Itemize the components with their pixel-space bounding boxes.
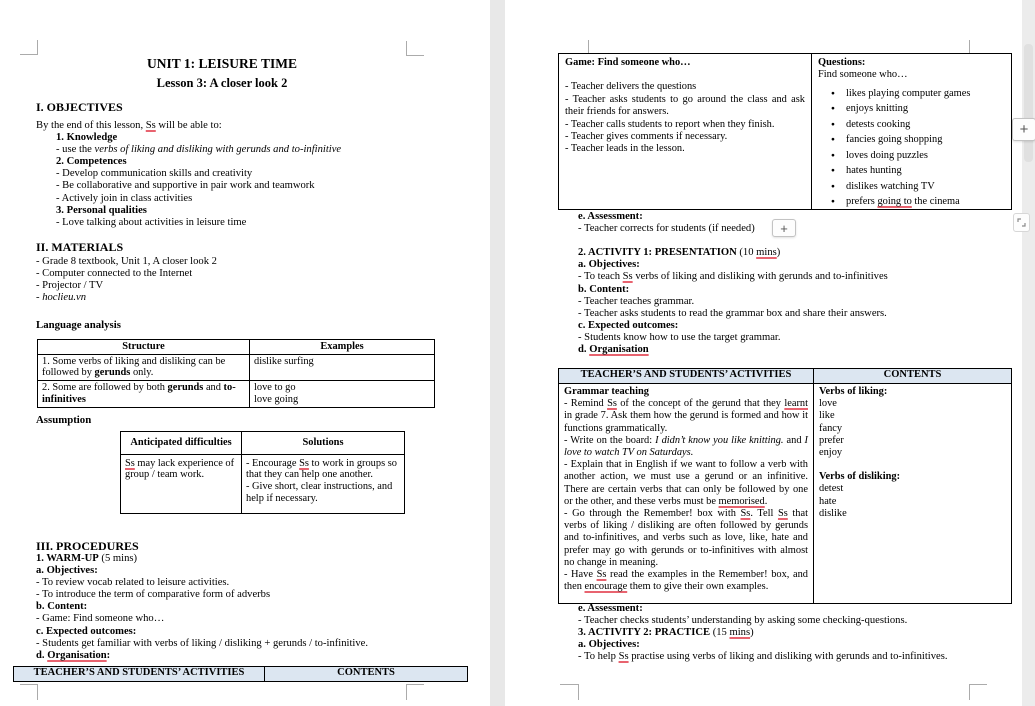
structure-header-cell: Structure — [122, 341, 165, 352]
solutions-header-cell: Solutions — [241, 432, 404, 454]
crop-mark — [20, 684, 38, 685]
crop-mark — [406, 41, 407, 56]
crop-mark — [37, 40, 38, 55]
activity-line: - Teacher leads in the lesson. — [565, 143, 685, 155]
materials-line: - hoclieu.vn — [36, 292, 87, 304]
text-line: - Students know how to use the target grammar. — [578, 331, 781, 343]
presentation-contents-cell — [813, 384, 1011, 603]
table-header-row — [559, 369, 1011, 383]
procedures-line: - Students get familiar with verbs of liking / disliking + gerunds / to-infinitive. — [36, 637, 368, 649]
procedures-line: 1. WARM-UP (5 mins) — [36, 553, 138, 564]
objectives-line: - Develop communication skills and creativity — [56, 168, 253, 180]
text-line: - Teacher asks students to read the grammar box and share their answers. — [578, 307, 887, 319]
warmup-contents-cell — [811, 54, 1011, 209]
difficulty-cell: Ss may lack experience of group / team work. — [125, 457, 235, 481]
difficulties-header-cell: Anticipated difficulties — [130, 437, 232, 448]
verb-item: like — [819, 410, 835, 422]
materials-list — [36, 256, 468, 304]
examples-cell — [249, 381, 434, 407]
questions-subheading: Find someone who… — [818, 69, 908, 81]
table-row — [38, 380, 434, 407]
crop-mark — [588, 40, 589, 53]
text-line: a. Objectives: — [578, 639, 640, 651]
verb-item: dislike — [819, 507, 847, 519]
objectives-intro: By the end of this lesson, Ss will be able to: — [36, 120, 222, 131]
crop-mark — [969, 684, 970, 700]
table-resize-handle-icon[interactable] — [1013, 213, 1030, 232]
question-bullet: ● fancies going shopping — [818, 132, 1005, 148]
text-line: 3. ACTIVITY 2: PRACTICE (15 mins) — [578, 627, 754, 639]
text-line: - To teach Ss verbs of liking and disliking with gerunds and to-infinitives — [578, 271, 888, 283]
crop-mark — [560, 684, 578, 685]
question-bullet: ● dislikes watching TV — [818, 179, 1005, 195]
grammar-paragraph: - Remind Ss of the concept of the gerund that they learnt in grade 7. Ask them how the gerund is formed and how it functions grammatically. — [564, 398, 808, 434]
objectives-line: - Actively join in class activities — [56, 192, 193, 204]
verbs-of-disliking-heading: Verbs of disliking: — [819, 471, 901, 483]
assessment-and-activity1-section — [578, 211, 1014, 356]
activities-header-cell: TEACHER’S AND STUDENTS’ ACTIVITIES — [559, 369, 813, 383]
procedures-line: - To review vocab related to leisure activities. — [36, 577, 230, 589]
table-row — [559, 383, 1011, 603]
blank-line — [565, 69, 805, 81]
crop-mark — [969, 40, 970, 53]
assumption-table — [120, 431, 405, 514]
verb-item: hate — [819, 495, 837, 507]
unit-title: UNIT 1: LEISURE TIME — [147, 56, 297, 71]
structure-cell: 2. Some are followed by both gerunds and to-infinitives — [42, 382, 236, 405]
text-line: - Teacher corrects for students (if needed) — [578, 223, 755, 235]
grammar-paragraph: - Have Ss read the examples in the Remember! box, and then encourage them to give their own examples. — [564, 569, 808, 593]
table-header-row — [121, 432, 404, 454]
text-line: e. Assessment: — [578, 603, 643, 614]
procedures-line: d. Organisation: — [36, 649, 111, 661]
warmup-activities-cell — [559, 54, 811, 209]
warmup-activity-lines — [565, 81, 805, 155]
activity2-lines — [578, 603, 1014, 651]
procedures-section — [36, 539, 476, 662]
structure-cell: 1. Some verbs of liking and disliking can be followed by gerunds only. — [42, 355, 226, 379]
solution-line: - Give short, clear instructions, and help if necessary. — [246, 481, 393, 504]
crop-mark — [578, 684, 579, 700]
procedures-line: - To introduce the term of comparative form of adverbs — [36, 589, 271, 601]
activity2-objective-paragraph: - To help Ss practise using verbs of liking and disliking with gerunds and to-infinitives. — [578, 651, 948, 663]
example-line: love to go — [254, 382, 296, 394]
warmup-organisation-table-body — [558, 53, 1012, 210]
activity-line: - Teacher asks students to go around the class and ask their friends for answers. — [565, 93, 805, 118]
objectives-line: 3. Personal qualities — [56, 204, 147, 216]
solution-line: - Encourage Ss to work in groups so that they can help one another. — [246, 457, 397, 481]
solutions-cell — [241, 455, 404, 513]
contents-header-cell: CONTENTS — [813, 369, 1011, 383]
text-line: a. Objectives: — [578, 259, 640, 271]
text-line: b. Content: — [578, 283, 630, 295]
examples-header-cell: Examples — [249, 340, 434, 354]
contents-header-cell: CONTENTS — [264, 667, 467, 681]
table-row — [121, 454, 404, 513]
materials-line: - Projector / TV — [36, 280, 104, 292]
materials-heading: II. MATERIALS — [36, 240, 124, 254]
verb-item: enjoy — [819, 447, 843, 459]
assessment-and-activity2-section — [578, 603, 1014, 663]
table-row — [559, 54, 1011, 209]
crop-mark — [37, 684, 38, 700]
grammar-paragraph: - Go through the Remember! box with Ss. Tell Ss that verbs of liking / disliking are often followed by gerunds and to-infinitives, and verbs such as love, like, hate and prefer may go with gerunds or to-infinitives with almost no change in meaning. — [564, 508, 808, 568]
table-header-row — [14, 667, 467, 681]
procedures-line: b. Content: — [36, 601, 88, 613]
text-line: 2. ACTIVITY 1: PRESENTATION (10 mins) — [578, 247, 781, 259]
objectives-section — [36, 100, 468, 229]
procedures-line: a. Objectives: — [36, 565, 98, 577]
lesson-subtitle: Lesson 3: A closer look 2 — [156, 76, 288, 90]
materials-section — [36, 240, 468, 304]
crop-mark — [406, 55, 424, 56]
procedures-line: - Game: Find someone who… — [36, 613, 165, 625]
question-bullet: ● enjoys knitting — [818, 101, 1005, 117]
crop-mark — [969, 684, 987, 685]
procedures-line: c. Expected outcomes: — [36, 625, 137, 637]
liking-verbs-list — [819, 398, 1006, 459]
question-bullet: ● detests cooking — [818, 117, 1005, 133]
edge-plus-button[interactable]: + — [1012, 118, 1035, 141]
example-line: love going — [254, 394, 299, 406]
question-bullet: ● hates hunting — [818, 163, 1005, 179]
activities-header-cell: TEACHER’S AND STUDENTS’ ACTIVITIES — [14, 667, 264, 681]
grammar-teaching-heading: Grammar teaching — [564, 386, 649, 397]
text-line: c. Expected outcomes: — [578, 319, 679, 331]
assumption-heading: Assumption — [36, 414, 92, 426]
verb-item: fancy — [819, 422, 843, 434]
objectives-line: 2. Competences — [56, 156, 127, 168]
question-bullet: ● prefers going to the cinema — [818, 194, 1005, 209]
materials-line: - Computer connected to the Internet — [36, 268, 193, 280]
procedures-heading: III. PROCEDURES — [36, 539, 139, 553]
table-header-row — [38, 340, 434, 354]
materials-line: - Grade 8 textbook, Unit 1, A closer look 2 — [36, 256, 217, 267]
objectives-line: - Be collaborative and supportive in pair work and teamwork — [56, 180, 315, 192]
disliking-verbs-list — [819, 483, 1006, 520]
insert-plus-button[interactable]: + — [772, 219, 796, 237]
text-line: - Teacher checks students’ understanding by asking some checking-questions. — [578, 615, 908, 627]
verb-item: love — [819, 398, 837, 410]
crop-mark — [406, 684, 407, 700]
verbs-of-liking-heading: Verbs of liking: — [819, 386, 888, 397]
presentation-organisation-table — [558, 368, 1012, 604]
verb-item: detest — [819, 483, 844, 495]
language-analysis-table — [37, 339, 435, 408]
page-1 — [0, 0, 490, 706]
resize-arrows-icon — [1016, 217, 1027, 228]
questions-bullet-list — [818, 86, 1005, 209]
scrollbar-thumb[interactable] — [1024, 44, 1033, 162]
grammar-paragraph: - Write on the board: I didn’t know you like knitting. and I love to watch TV on Saturdays. — [564, 434, 808, 459]
question-bullet: ● likes playing computer games — [818, 86, 1005, 102]
text-line — [578, 235, 1014, 247]
activity-line: - Teacher gives comments if necessary. — [565, 131, 728, 143]
objectives-line: - use the verbs of liking and disliking with gerunds and to-infinitive — [56, 144, 342, 156]
questions-heading: Questions: — [818, 57, 866, 68]
verb-item: prefer — [819, 434, 844, 446]
vertical-scrollbar[interactable] — [1022, 0, 1035, 706]
document-title — [38, 55, 406, 92]
objectives-line: 1. Knowledge — [56, 132, 118, 144]
presentation-activities-cell — [559, 384, 813, 603]
crop-mark — [406, 684, 424, 685]
crop-mark — [20, 54, 38, 55]
text-line: e. Assessment: — [578, 211, 643, 222]
activity1-lines — [578, 211, 1014, 356]
examples-cell: dislike surfing — [249, 355, 434, 380]
grammar-paragraph: - Explain that in English if we want to follow a verb with another action, we must use a gerund or an infinitive. There are certain verbs that can only be followed by one or the other, and these verbs must be memorised. — [564, 459, 808, 507]
objectives-heading: I. OBJECTIVES — [36, 100, 123, 114]
game-heading: Game: Find someone who… — [565, 57, 691, 68]
language-analysis-heading: Language analysis — [36, 319, 121, 331]
warmup-organisation-table-header — [13, 666, 468, 682]
procedures-lines — [36, 553, 476, 662]
objectives-line: - Love talking about activities in leisure time — [56, 216, 247, 228]
question-bullet: ● loves doing puzzles — [818, 148, 1005, 164]
activity-line: - Teacher delivers the questions — [565, 81, 697, 93]
activity-line: - Teacher calls students to report when they finish. — [565, 118, 775, 130]
text-line: d. Organisation — [578, 344, 649, 356]
objectives-list — [56, 132, 468, 229]
table-row — [38, 354, 434, 380]
page-2 — [505, 0, 1022, 706]
text-line: - Teacher teaches grammar. — [578, 295, 695, 307]
